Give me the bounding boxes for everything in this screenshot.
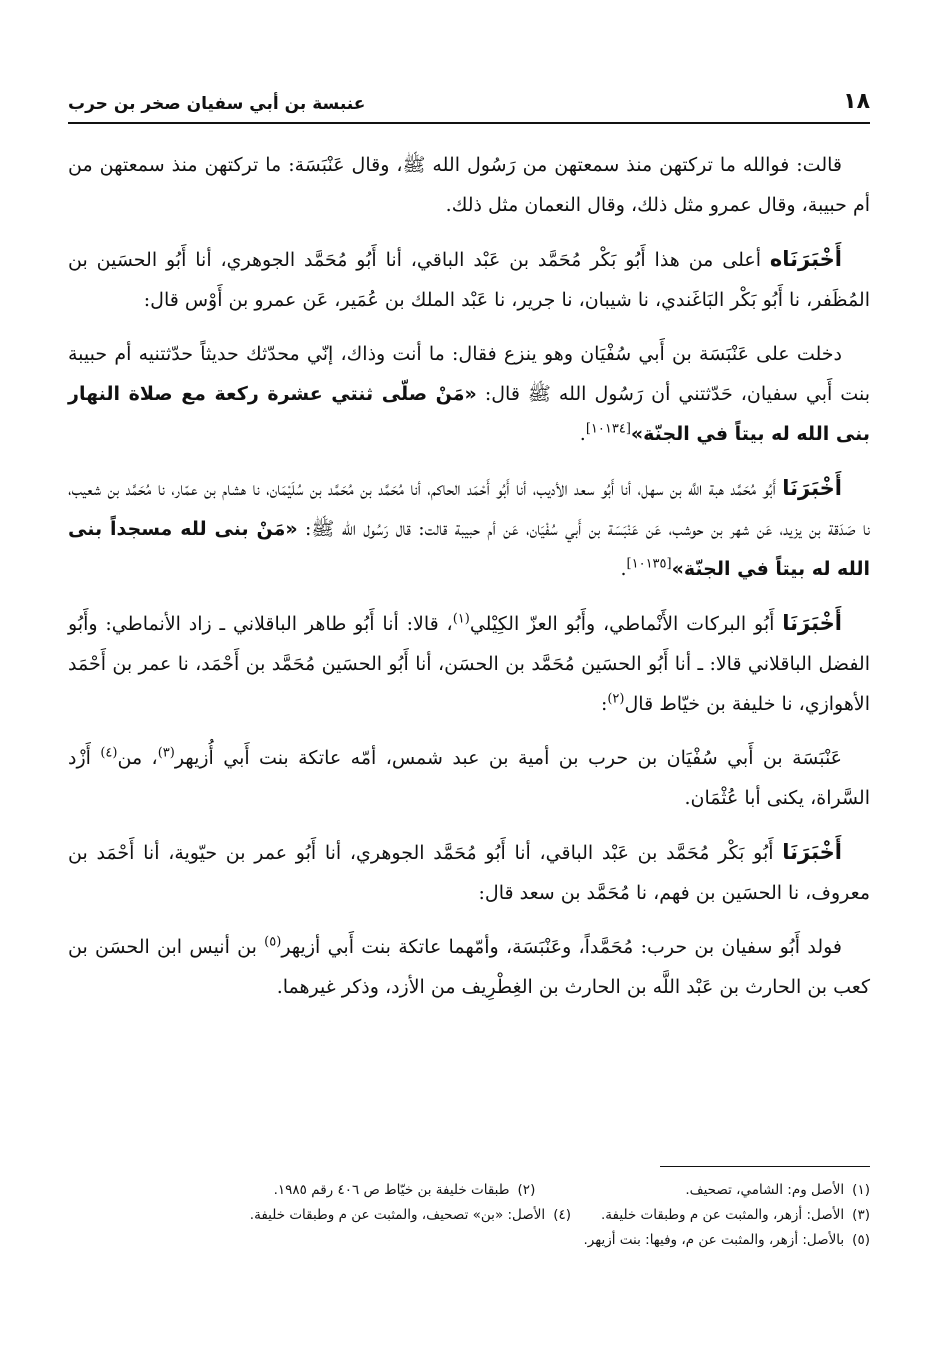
paragraph-text: ، قالا: أنا أَبُو طاهر الباقلاني ـ زاد الأنماطي: وأَبُو الفضل الباقلاني قالا: ـ أنا أَبُو الحسَين مُحَمَّد بن الحسَن، أنا أَبُو الحسَين مُحَمَّد بن أَحْمَد، نا عمر بن أَحْمَد الأهوازي، نا خليفة بن خيّاط قال bbox=[68, 613, 870, 715]
paragraph-4: أَخْبَرَنَا أَبُو مُحَمَّد هبة اللَّه بن سهل، أنا أَبُو سعد الأديب، أنا أَبُو أَحْمَد الحاكم، أنا مُحَمَّد بن مُحَمَّد بن سُلَيْمَان، نا هشام بن عمّار، نا مُحَمَّد بن شعيب، نا صَدَقة بن يزيد، عَن شهر بن حوشب، عَن عَنْبَسَة بن أَبي سُفْيَان، عَن أم حبيبة قالت: قال رَسُول الله ﷺ: «مَنْ بنى لله مسجداً بنى الله له بيتاً في الجنّة»[١٠١٣٥]. bbox=[68, 476, 870, 580]
footnote-number: (٥) bbox=[852, 1232, 870, 1248]
paragraph-text: ، من bbox=[117, 747, 158, 769]
paragraph-text: أَزْد السَّراة، يكنى أبا عُثْمَان. bbox=[68, 747, 870, 809]
main-text bbox=[68, 145, 870, 1021]
footnote-text: طبقات خليفة بن خيّاط ص ٤٠٦ رقم ١٩٨٥. bbox=[273, 1182, 510, 1198]
footnote-number: (١) bbox=[852, 1182, 870, 1198]
footnote-2 bbox=[274, 1178, 536, 1203]
footnote-marker: (١) bbox=[452, 611, 470, 627]
footnote-number: (٢) bbox=[517, 1182, 536, 1198]
footnote-marker: (٢) bbox=[607, 691, 625, 707]
footnote-marker: (٣) bbox=[157, 745, 175, 761]
footnote-marker: (٤) bbox=[100, 745, 118, 761]
footnote-4 bbox=[250, 1203, 571, 1228]
paragraph-7 bbox=[68, 832, 870, 913]
footnote-row bbox=[68, 1178, 870, 1203]
paragraph-3: دخلت على عَنْبَسَة بن أَبي سُفْيَان وهو ينزع فقال: ما أنت وذاك، إنّي محدّثك حديثاً حدّثتنيه أم حبيبة بنت أَبي سفيان، حَدّثتني أن رَسُول الله ﷺ قال: «مَنْ صلّى ثنتي عشرة ركعة مع صلاة النهار بنى الله له بيتاً في الجنّة»[١٠١٣٤]. bbox=[68, 343, 870, 445]
paragraph-text: أَبُو بَكْر مُحَمَّد بن عَبْد الباقي، أنا أَبُو مُحَمَّد الجوهري، أنا أَبُو عمر بن حيّوية، أنا أَحْمَد بن معروف، نا الحسَين بن فهم، نا مُحَمَّد بن سعد قال: bbox=[68, 842, 870, 904]
running-title: عنبسة بن أبي سفيان صخر بن حرب bbox=[68, 94, 366, 114]
footnote-text: الأصل: «بن» تصحيف، والمثبت عن م وطبقات خليفة. bbox=[249, 1207, 546, 1223]
page-header bbox=[68, 78, 870, 124]
paragraph-text: أَبُو مُحَمَّد هبة اللَّه بن سهل، أنا أَبُو سعد الأديب، أنا أَبُو أَحْمَد الحاكم، أنا مُحَمَّد بن مُحَمَّد بن سُلَيْمَان، نا هشام بن عمّار، نا مُحَمَّد بن شعيب، نا صَدَقة بن يزيد، عَن شهر بن حوشب، عَن عَنْبَسَة بن أَبي سُفْيَان، عَن أم حبيبة قالت: قال رَسُول الله ﷺ: bbox=[68, 478, 870, 540]
paragraph-text: فولد أَبُو سفيان بن حرب: مُحَمَّداً، وعَنْبَسَة، وأمّهما عاتكة بنت أَبي أزيهر bbox=[281, 936, 843, 958]
hadith-text: «مَنْ بنى لله مسجداً بنى الله له بيتاً في الجنّة» bbox=[68, 518, 870, 580]
isnad-keyword: أَخْبَرَنَاه bbox=[769, 247, 842, 271]
footnote-5 bbox=[583, 1228, 870, 1253]
paragraph-text: عَنْبَسَة بن أَبي سُفْيَان بن حرب بن أمية بن عبد شمس، أمّه عاتكة بنت أَبي أُزيهر bbox=[174, 747, 843, 769]
paragraph-1 bbox=[68, 145, 870, 225]
paragraph-text: أَبُو البركات الأَنْماطي، وأَبُو العزّ الكِيْلي bbox=[469, 613, 783, 635]
footnote-number: (٣) bbox=[852, 1207, 870, 1223]
footnote-divider bbox=[660, 1166, 870, 1167]
footnote-marker: (٥) bbox=[264, 934, 282, 950]
footnote-row bbox=[68, 1203, 870, 1228]
hadith-number: [١٠١٣٤] bbox=[585, 421, 631, 437]
footnotes bbox=[68, 1178, 870, 1253]
paragraph-text: : bbox=[600, 693, 608, 715]
footnote-1 bbox=[685, 1178, 870, 1203]
paragraph-8 bbox=[68, 927, 870, 1007]
footnote-text: الأصل وم: الشامي، تصحيف. bbox=[685, 1182, 845, 1198]
hadith-number: [١٠١٣٥] bbox=[626, 556, 672, 572]
paragraph-2 bbox=[68, 239, 870, 320]
paragraph-6 bbox=[68, 738, 870, 818]
footnote-row bbox=[68, 1228, 870, 1253]
page-number: ١٨ bbox=[843, 89, 870, 114]
footnote-text: بالأصل: أزهر، والمثبت عن م، وفيها: بنت أزيهر. bbox=[583, 1232, 845, 1248]
paragraph-text: قالت: فوالله ما تركتهن منذ سمعتهن من رَسُول الله ﷺ، وقال عَنْبَسَة: ما تركتهن منذ سمعتهن من أم حبيبة، وقال عمرو مثل ذلك، وقال النعمان مثل ذلك. bbox=[68, 154, 870, 216]
isnad-keyword: أَخْبَرَنَا bbox=[782, 476, 842, 500]
isnad-keyword: أَخْبَرَنَا bbox=[782, 840, 842, 864]
footnote-text: الأصل: أزهر، والمثبت عن م وطبقات خليفة. bbox=[601, 1207, 845, 1223]
footnote-number: (٤) bbox=[553, 1207, 572, 1223]
footnote-3 bbox=[601, 1203, 870, 1228]
paragraph-text: أعلى من هذا أَبُو بَكْر مُحَمَّد بن عَبْد الباقي، أنا أَبُو مُحَمَّد الجوهري، أنا أَبُو الحسَين بن المُظَفر، نا أَبُو بَكْر البَاغَندي، نا شيبان، نا جرير، نا عَبْد الملك بن عُمَير، عَن عمرو بن أَوْس قال: bbox=[68, 249, 870, 311]
paragraph-5 bbox=[68, 603, 870, 724]
hadith-text: «مَنْ صلّى ثنتي عشرة ركعة مع صلاة النهار بنى الله له بيتاً في الجنّة» bbox=[68, 383, 870, 445]
isnad-keyword: أَخْبَرَنَا bbox=[782, 611, 842, 635]
paragraph-text: بن أنيس ابن الحسَن بن كعب بن الحارث بن عَبْد اللَّه بن الحارث بن الغِطْرِيف من الأزد، وذكر غيرهما. bbox=[68, 936, 870, 998]
paragraph-text: دخلت على عَنْبَسَة بن أَبي سُفْيَان وهو ينزع فقال: ما أنت وذاك، إنّي محدّثك حديثاً حدّثتنيه أم حبيبة بنت أَبي سفيان، حَدّثتني أن رَسُول الله ﷺ قال: bbox=[68, 343, 870, 405]
